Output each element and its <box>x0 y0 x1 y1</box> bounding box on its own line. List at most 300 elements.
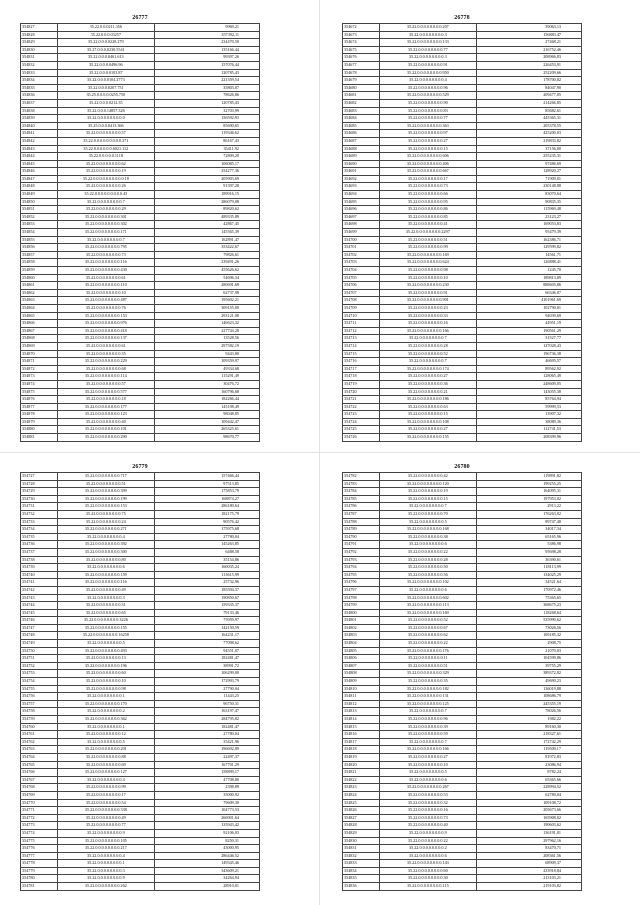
row-code-cell: 35.22.0.0.0.0.0.0.0.0.5 <box>57 738 154 746</box>
row-amount-cell: 72809,20 <box>154 153 259 161</box>
row-id-cell: 354829 <box>343 829 380 837</box>
row-code-cell: 35.25.0.0.0.0.0255.750 <box>57 92 154 100</box>
table-row <box>343 670 582 678</box>
row-code-cell: 35.22.0.0.0.0.0.0.0.0.86 <box>379 206 476 214</box>
row-amount-cell: 113615,99 <box>154 571 259 579</box>
table-row <box>343 685 582 693</box>
table-row <box>21 434 260 442</box>
row-code-cell: 35.22.0.0.0.0.0.0.0.0.90 <box>379 99 476 107</box>
row-code-cell: 35.22.0.0.0.0.0.0.0.0.51 <box>379 662 476 670</box>
row-amount-cell: 8782,24 <box>476 769 581 777</box>
row-id-cell: 354857 <box>21 251 58 259</box>
table-row <box>343 875 582 883</box>
table-row <box>343 297 582 305</box>
table-row <box>343 662 582 670</box>
row-id-cell: 354864 <box>21 304 58 312</box>
row-code-cell: 35.22.0.0.0.0.0.0.0.0.166 <box>379 746 476 754</box>
row-amount-cell: 284795,82 <box>154 716 259 724</box>
row-amount-cell: 455626,62 <box>154 267 259 275</box>
row-code-cell: 35.22.0.0.0.0.0.0.0.0.16258 <box>57 632 154 640</box>
row-amount-cell: 149345,46 <box>154 860 259 868</box>
row-code-cell: 35.22.0.0.0.0.0.0.0.0.418 <box>57 327 154 335</box>
row-id-cell: 354750 <box>21 647 58 655</box>
table-row <box>343 541 582 549</box>
table-row <box>21 153 260 161</box>
row-amount-cell: 189916,15 <box>154 191 259 199</box>
row-code-cell: 35.22.0.0.0.0.0.0.0.0.0 <box>57 115 154 123</box>
row-amount-cell: 59999,53 <box>476 403 581 411</box>
row-id-cell: 354679 <box>343 77 380 85</box>
row-amount-cell: 119509,17 <box>476 746 581 754</box>
row-amount-cell: 286446,52 <box>154 852 259 860</box>
table-row <box>21 860 260 868</box>
row-code-cell: 35.22.0.0.0.0.0.0.0.0.60 <box>379 867 476 875</box>
row-id-cell: 354673 <box>343 31 380 39</box>
row-code-cell: 35.22.0.0.0.0.0.0.0.0.60 <box>57 670 154 678</box>
row-code-cell: 35.22.0.0.0.0.0.0.0.0.125 <box>379 700 476 708</box>
row-code-cell: 35.22.0.0.0.0.0.0.0.0.577 <box>57 388 154 396</box>
row-code-cell: 35.22.0.0.0.0.0.0.0.0.5 <box>379 769 476 777</box>
row-id-cell: 354813 <box>343 708 380 716</box>
row-code-cell: 35.22.0.0.0.0.0.0.0.0.29 <box>57 206 154 214</box>
row-amount-cell: 104773,53 <box>154 807 259 815</box>
row-id-cell: 354688 <box>343 145 380 153</box>
row-amount-cell: 136019,88 <box>476 685 581 693</box>
row-id-cell: 354856 <box>21 244 58 252</box>
table-row <box>343 632 582 640</box>
row-amount-cell: 178700,82 <box>476 77 581 85</box>
row-code-cell: 35.22.0.0.0.0.0.0.0.0.1 <box>57 723 154 731</box>
row-amount-cell: 14561,71 <box>476 251 581 259</box>
row-amount-cell: 89747,48 <box>476 518 581 526</box>
row-amount-cell: 172993,79 <box>154 678 259 686</box>
table-row <box>343 267 582 275</box>
row-id-cell: 354762 <box>21 738 58 746</box>
row-amount-cell: 96750,31 <box>154 700 259 708</box>
row-code-cell: 35.22.0.0.0.0.0.0.0.0.2 <box>57 708 154 716</box>
table-row <box>343 655 582 663</box>
row-id-cell: 354817 <box>343 738 380 746</box>
row-amount-cell: 84047,90 <box>476 84 581 92</box>
row-code-cell: 35.22.0.0.0.0.0.0.0.0.392 <box>57 541 154 549</box>
row-amount-cell: 108686,79 <box>476 693 581 701</box>
table-row <box>21 145 260 153</box>
table-row <box>21 297 260 305</box>
row-id-cell: 354749 <box>21 640 58 648</box>
row-code-cell: 35.22.0.0.0.0.0.0.0.0.42 <box>379 473 476 481</box>
row-id-cell: 354684 <box>343 115 380 123</box>
row-code-cell: 35.22.0.0.0.0.0.0.0.0.143 <box>379 860 476 868</box>
row-id-cell: 354746 <box>21 617 58 625</box>
row-code-cell: 35.22.0.0.0.0.0.0.0.0.300 <box>57 548 154 556</box>
table-row <box>343 761 582 769</box>
row-id-cell: 354768 <box>21 784 58 792</box>
row-amount-cell: 172742,29 <box>476 738 581 746</box>
table-row <box>21 678 260 686</box>
row-amount-cell: 98048,85 <box>154 411 259 419</box>
row-id-cell: 354823 <box>343 784 380 792</box>
row-code-cell: 35.22.0.0.0.0.0.0.0.0.267 <box>379 784 476 792</box>
table-row <box>343 791 582 799</box>
row-code-cell: 35.22.0.0.0.0.0.0.0.0.950 <box>379 69 476 77</box>
table-row <box>21 335 260 343</box>
row-code-cell: 35.22.0.0.0.0.0.0.0.0.7 <box>379 358 476 366</box>
row-id-cell: 354710 <box>343 312 380 320</box>
row-amount-cell: 65365,66 <box>476 776 581 784</box>
row-id-cell: 354717 <box>343 365 380 373</box>
row-amount-cell: 197953,02 <box>476 495 581 503</box>
row-id-cell: 354706 <box>343 282 380 290</box>
table-row <box>343 259 582 267</box>
row-code-cell: 35.22.0.0.0.0.0.0.0.0.18 <box>57 396 154 404</box>
row-id-cell: 354833 <box>21 69 58 77</box>
row-code-cell: 35.22.0.0.0.0.0.0.0.0.10 <box>379 274 476 282</box>
row-amount-cell: 134025,29 <box>476 571 581 579</box>
row-id-cell: 354736 <box>21 541 58 549</box>
row-code-cell: 35.22.0.0.0.0.0.0.0.0.65 <box>57 609 154 617</box>
table-row <box>343 708 582 716</box>
row-code-cell: 35.22.0.0.0.0.0.0.0.0.127 <box>57 769 154 777</box>
table-row <box>21 206 260 214</box>
row-amount-cell: 160796,68 <box>154 388 259 396</box>
row-amount-cell: 227744,28 <box>154 327 259 335</box>
row-id-cell: 354819 <box>343 753 380 761</box>
table-row <box>21 77 260 85</box>
table-row <box>343 403 582 411</box>
row-amount-cell: 205378,55 <box>476 122 581 130</box>
row-id-cell: 354865 <box>21 312 58 320</box>
row-id-cell: 354836 <box>21 92 58 100</box>
row-code-cell: 35.22.0.0.0.0.0.0.0.0.114 <box>57 373 154 381</box>
row-amount-cell: 129599,82 <box>476 244 581 252</box>
table-row <box>21 723 260 731</box>
row-id-cell: 354792 <box>343 548 380 556</box>
row-code-cell: 35.22.0.0.0.0.0.0.0.0.176 <box>379 647 476 655</box>
table-row <box>343 69 582 77</box>
row-code-cell: 35.22.0.0.0.0.0.0.0.0.7 <box>379 503 476 511</box>
row-id-cell: 354778 <box>21 860 58 868</box>
table-row <box>21 731 260 739</box>
table-row <box>21 640 260 648</box>
table-row <box>343 289 582 297</box>
table-row <box>21 845 260 853</box>
table-row <box>21 92 260 100</box>
row-code-cell: 35.22.0.0.0.0.0.0.0.0.976 <box>57 320 154 328</box>
row-id-cell: 354877 <box>21 403 58 411</box>
row-amount-cell: 109442,47 <box>154 418 259 426</box>
table-row <box>343 776 582 784</box>
row-code-cell: 35.22.0.0.0.0.0.0.0.0.33 <box>379 312 476 320</box>
table-row <box>21 251 260 259</box>
row-amount-cell: 255235,31 <box>476 153 581 161</box>
row-amount-cell: 68909,37 <box>476 860 581 868</box>
table-row <box>343 107 582 115</box>
table-row <box>21 670 260 678</box>
table-row <box>343 799 582 807</box>
row-amount-cell: 22497,37 <box>154 753 259 761</box>
row-code-cell: 35.22.0.0.0.0.0.0.0.0.229 <box>57 358 154 366</box>
row-id-cell: 354831 <box>21 54 58 62</box>
row-code-cell: 35.22.0.0.0.0.0.0.0.0.1 <box>57 860 154 868</box>
row-amount-cell: 91397,28 <box>154 183 259 191</box>
table-row <box>21 380 260 388</box>
row-id-cell: 354849 <box>21 191 58 199</box>
row-code-cell: 35.22.0.0.0.0.0.0.0.0.16 <box>379 807 476 815</box>
row-id-cell: 354782 <box>343 473 380 481</box>
row-code-cell: 35.22.0.0.0.0.0.0.0.0.22 <box>379 837 476 845</box>
table-row <box>21 586 260 594</box>
row-id-cell: 354821 <box>343 769 380 777</box>
row-amount-cell: 75959,97 <box>154 617 259 625</box>
row-id-cell: 354702 <box>343 251 380 259</box>
row-amount-cell: 189813,09 <box>476 274 581 282</box>
table-row <box>343 860 582 868</box>
row-code-cell: 35.22.0.0.0.0.0.0.0.0.116 <box>57 259 154 267</box>
row-code-cell: 35.22.0.0.0.0.0.0.0.0.15 <box>379 145 476 153</box>
row-amount-cell: 489335,89 <box>154 213 259 221</box>
table-row <box>21 662 260 670</box>
row-code-cell: 35.22.0.0.0.0.0.0.0.0.77 <box>57 822 154 830</box>
row-id-cell: 354766 <box>21 769 58 777</box>
table-row <box>21 822 260 830</box>
table-row <box>343 883 582 891</box>
row-code-cell: 35.22.0.0.0.0.0.0.0.0.7 <box>379 708 476 716</box>
row-amount-cell: 2913,22 <box>476 503 581 511</box>
row-amount-cell: 143055,38 <box>476 388 581 396</box>
row-code-cell: 35.22.0.0.0.0461.613 <box>57 54 154 62</box>
row-id-cell: 354759 <box>21 716 58 724</box>
row-id-cell: 354739 <box>21 564 58 572</box>
row-code-cell: 35.22.0.0.0.0.0.0.0.0.66 <box>379 191 476 199</box>
table-row <box>343 784 582 792</box>
row-id-cell: 354845 <box>21 160 58 168</box>
row-amount-cell: 164095,31 <box>476 488 581 496</box>
row-code-cell: 35.22.0.0.0.0.0.0.0.0.186 <box>379 396 476 404</box>
row-code-cell: 35.22.0.0.0.0.0.0.0.0.406 <box>379 160 476 168</box>
row-id-cell: 354715 <box>343 350 380 358</box>
table-row <box>21 510 260 518</box>
table-row <box>21 814 260 822</box>
row-id-cell: 354695 <box>343 198 380 206</box>
row-amount-cell: 109359,97 <box>154 358 259 366</box>
row-amount-cell: 8250,31 <box>154 837 259 845</box>
row-code-cell: 35.22.0.0.0.0.0.0.0.0.1 <box>57 693 154 701</box>
table-row <box>21 274 260 282</box>
row-code-cell: 35.22.0.0.0.0.0.0.0.0.667 <box>379 168 476 176</box>
table-row <box>21 564 260 572</box>
table-row <box>21 541 260 549</box>
row-id-cell: 354794 <box>343 564 380 572</box>
table-row <box>21 503 260 511</box>
row-code-cell: 35.22.0.0.0211.356 <box>57 24 154 32</box>
row-code-cell: 35.22.0.0.0.0.0.0.0.0.98 <box>57 685 154 693</box>
row-amount-cell: 42867,45 <box>154 221 259 229</box>
row-code-cell: 35.22.0.0.0.0.0.0.0.0.96 <box>379 716 476 724</box>
row-code-cell: 35.22.0.0.0.0.0.0.0.0.159 <box>57 571 154 579</box>
row-code-cell: 35.22.0.0.0.0.0.0.0.0.91 <box>379 61 476 69</box>
row-amount-cell: 226453,91 <box>476 61 581 69</box>
row-code-cell: 35.22.0.0.0.0.0.0.0.0.116 <box>57 579 154 587</box>
row-code-cell: 35.22.0.0.0.0.0.0.0.0.70 <box>379 510 476 518</box>
table-row <box>343 365 582 373</box>
row-id-cell: 354704 <box>343 267 380 275</box>
document-page-4 <box>342 463 582 891</box>
row-id-cell: 354827 <box>343 814 380 822</box>
page-title: 26777 <box>132 15 148 21</box>
table-row <box>21 54 260 62</box>
row-amount-cell: 120785,43 <box>154 99 259 107</box>
row-id-cell: 354834 <box>21 77 58 85</box>
row-id-cell: 354797 <box>343 586 380 594</box>
row-code-cell: 35.22.0.0.0.0.0.0.0.0.59 <box>379 731 476 739</box>
table-row <box>21 122 260 130</box>
table-row <box>21 267 260 275</box>
row-id-cell: 354721 <box>343 396 380 404</box>
row-amount-cell: 169185,32 <box>476 632 581 640</box>
row-code-cell: 35.22.0.0.0.0.0.0.0.0.199 <box>57 495 154 503</box>
row-code-cell: 35.22.0.0.0.0.0.0.0.0.28 <box>379 556 476 564</box>
row-code-cell: 35.22.0.0.0.0.0.0.0.0.9 <box>379 829 476 837</box>
row-id-cell: 354672 <box>343 24 380 32</box>
table-row <box>343 175 582 183</box>
row-amount-cell: 73026,56 <box>476 624 581 632</box>
table-row <box>21 229 260 237</box>
row-amount-cell: 78026,56 <box>476 708 581 716</box>
row-code-cell: 35.22.0.0.0.0.0.0.0.0.51 <box>57 480 154 488</box>
row-amount-cell: 85690,65 <box>154 122 259 130</box>
row-id-cell: 354869 <box>21 342 58 350</box>
row-code-cell: 35.22.0.0.0.0.0.0.0.0.10 <box>57 678 154 686</box>
row-amount-cell: 90576,42 <box>154 518 259 526</box>
table-row <box>343 244 582 252</box>
row-amount-cell: 135166,44 <box>154 46 259 54</box>
table-row <box>21 518 260 526</box>
row-amount-cell: 35154,86 <box>154 556 259 564</box>
row-code-cell: 35.22.0.0.0.0.0.0.0.0.21 <box>379 388 476 396</box>
row-id-cell: 354780 <box>21 875 58 883</box>
row-id-cell: 354833 <box>343 860 380 868</box>
row-id-cell: 354716 <box>343 358 380 366</box>
row-code-cell: 35.22.0.0.0.0.0.0.0.0.61 <box>57 342 154 350</box>
row-code-cell: 35.22.0.0.0.0.0.0.0.0.53 <box>379 791 476 799</box>
row-amount-cell: 115969,48 <box>476 206 581 214</box>
row-id-cell: 354785 <box>343 495 380 503</box>
row-id-cell: 354862 <box>21 289 58 297</box>
row-code-cell: 35.22.0.0.0.0.0.0.0.0.52 <box>379 617 476 625</box>
row-id-cell: 354693 <box>343 183 380 191</box>
row-id-cell: 354738 <box>21 556 58 564</box>
table-row <box>343 46 582 54</box>
row-amount-cell: 11443,25 <box>154 693 259 701</box>
row-id-cell: 354720 <box>343 388 380 396</box>
row-amount-cell: 5386,98 <box>476 541 581 549</box>
row-amount-cell: 265325,61 <box>154 426 259 434</box>
row-id-cell: 354677 <box>343 61 380 69</box>
row-id-cell: 354760 <box>21 723 58 731</box>
table-row <box>343 640 582 648</box>
row-amount-cell: 4101961,69 <box>476 297 581 305</box>
row-code-cell: 35.22.0.0.0.0.0.0.0.0.16 <box>379 320 476 328</box>
row-code-cell: 35.22.0.0.0.0.0.0.0.0.19 <box>57 168 154 176</box>
table-row <box>21 244 260 252</box>
row-code-cell: 35.22.0.0.0.0.0.0.0.0.115 <box>379 883 476 891</box>
row-amount-cell: 39063,13 <box>476 24 581 32</box>
row-code-cell: 35.22.0.0.0.0.0.0.0.0.487 <box>57 297 154 305</box>
row-id-cell: 354858 <box>21 259 58 267</box>
row-code-cell: 35.22.0.0.0.0.0.0.0.0.17 <box>379 175 476 183</box>
row-amount-cell: 218327,61 <box>476 731 581 739</box>
row-amount-cell: 118268,64 <box>476 609 581 617</box>
row-code-cell: 35.22.0.0.0.0.0.0.0.0.80 <box>57 556 154 564</box>
table-row <box>21 738 260 746</box>
row-id-cell: 354734 <box>21 526 58 534</box>
row-code-cell: 35.22.0.0.0.0.0.0.0.0.602 <box>379 594 476 602</box>
row-id-cell: 354835 <box>21 84 58 92</box>
document-page-2 <box>342 14 582 442</box>
row-code-cell: 35.22.0.0.0.0.0.0.0.0.27 <box>379 137 476 145</box>
table-row <box>343 418 582 426</box>
table-row <box>343 99 582 107</box>
table-row <box>343 693 582 701</box>
row-amount-cell: 182481,47 <box>154 723 259 731</box>
row-id-cell: 354727 <box>21 473 58 481</box>
table-row <box>343 700 582 708</box>
table-row <box>343 373 582 381</box>
row-code-cell: 35.22.0.0.0.0.0.0.0.0.99 <box>57 784 154 792</box>
row-code-cell: 35.22.0.0.0.0.0.0.0.0.17 <box>57 791 154 799</box>
row-code-cell: 35.22.0.0.0.0.0.0.0.0.24 <box>57 518 154 526</box>
page-title: 26780 <box>454 464 470 470</box>
row-amount-cell: 30476,72 <box>154 380 259 388</box>
row-amount-cell: 445365,31 <box>476 115 581 123</box>
row-id-cell: 354852 <box>21 213 58 221</box>
row-id-cell: 354724 <box>343 418 380 426</box>
table-row <box>343 731 582 739</box>
table-row <box>21 632 260 640</box>
row-amount-cell: 343609,21 <box>154 867 259 875</box>
row-amount-cell: 97513,85 <box>154 480 259 488</box>
row-code-cell: 35.22.0.0.0.0.0.0.0.0.169 <box>379 251 476 259</box>
row-amount-cell: 297962,16 <box>476 837 581 845</box>
row-code-cell: 35.22.0.0.0.0.0.0.0.0.28 <box>379 342 476 350</box>
row-id-cell: 354777 <box>21 852 58 860</box>
row-amount-cell: 165908,02 <box>476 814 581 822</box>
row-id-cell: 354784 <box>343 488 380 496</box>
table-row <box>21 99 260 107</box>
row-amount-cell: 119346,62 <box>154 130 259 138</box>
table-row <box>21 602 260 610</box>
table-row <box>21 473 260 481</box>
row-id-cell: 354847 <box>21 175 58 183</box>
table-row <box>21 312 260 320</box>
row-code-cell: 35.22.0.0.0.0.0.0.0.0.95 <box>379 198 476 206</box>
row-code-cell: 35.22.0.0.0.0.0.0.0.0.88 <box>57 753 154 761</box>
table-row <box>21 609 260 617</box>
row-id-cell: 354787 <box>343 510 380 518</box>
row-id-cell: 354828 <box>343 822 380 830</box>
table-row <box>21 236 260 244</box>
table-row <box>21 883 260 891</box>
table-row <box>21 716 260 724</box>
row-id-cell: 354842 <box>21 137 58 145</box>
row-id-cell: 354687 <box>343 137 380 145</box>
row-amount-cell: 34521,64 <box>476 579 581 587</box>
row-code-cell: 35.22.0.0.0.0.0.0.0.0.41 <box>379 221 476 229</box>
row-code-cell: 35.22.0.0.0.0.0.0.0.0.201 <box>57 746 154 754</box>
row-code-cell: 35.22.0.0.0.0.0.0.0.0.22 <box>379 640 476 648</box>
row-code-cell: 35.22.0.0.0.0.0.0.0.0.155 <box>379 434 476 442</box>
row-amount-cell: 245355,19 <box>476 700 581 708</box>
